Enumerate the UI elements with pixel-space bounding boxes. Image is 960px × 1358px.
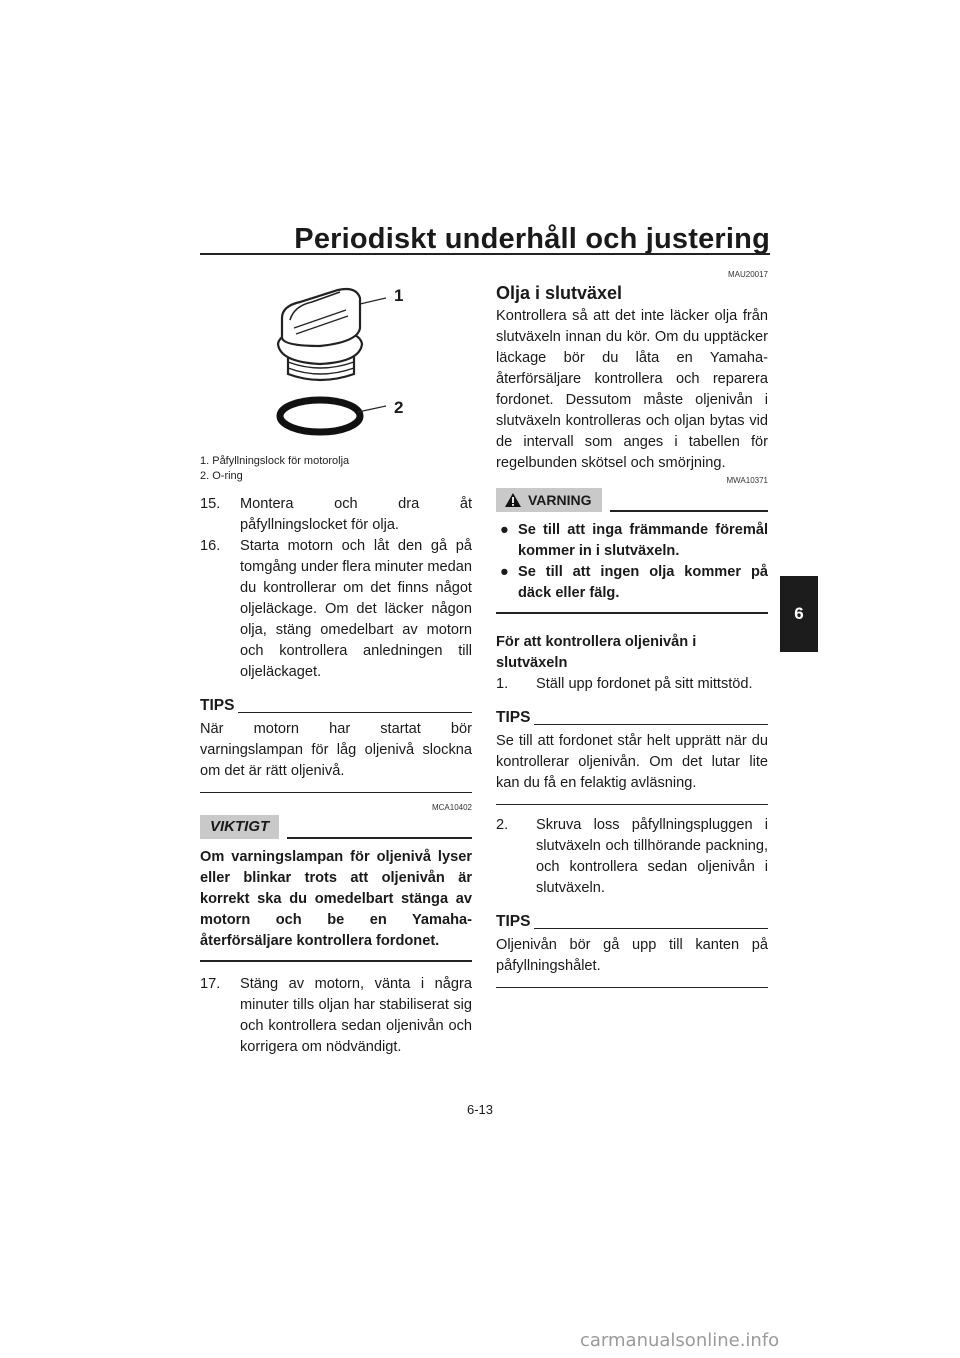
step-number: 1. [496, 676, 509, 692]
tips-heading-2 [496, 709, 768, 727]
warning-triangle-icon [504, 492, 522, 508]
tips-end-rule [496, 987, 768, 988]
warning-end-rule [496, 612, 768, 614]
step-text: Stäng av motorn, vänta i några minuter tills oljan har stabiliserat sig och kontrollera sedan oljenivån och korrigera om nödvändigt. [240, 976, 472, 1055]
notice-label: VIKTIGT [200, 815, 279, 839]
warning-label-box [496, 488, 602, 512]
warning-label: VARNING [528, 492, 592, 508]
warning-bullet [496, 520, 768, 562]
warning-bullet [496, 562, 768, 604]
tips-rule [238, 712, 472, 713]
tips-text-3: Oljenivån bör gå upp till kanten på påfyllningshålet. [496, 937, 768, 974]
warning-bullets [496, 520, 768, 604]
step-number: 2. [496, 817, 509, 833]
callout-1: 1 [394, 286, 404, 305]
page-title: Periodiskt underhåll och justering [294, 223, 770, 255]
tips-rule [534, 724, 768, 725]
section-title: Olja i slutväxel [496, 283, 623, 303]
bullet-dot-icon: ● [500, 564, 509, 580]
left-column [200, 454, 472, 1058]
notice-end-rule [200, 960, 472, 962]
callout-2: 2 [394, 398, 404, 417]
step-text: Montera och dra åt påfyllningslocket för olja. [240, 496, 472, 533]
title-rule [200, 253, 770, 255]
warning-heading [496, 488, 768, 512]
chapter-tab[interactable]: 6 [780, 576, 818, 652]
notice-rule [287, 837, 472, 839]
step-text: Starta motorn och låt den gå på tomgång under flera minuter medan du kontrollerar om det finns något oljeläckage. Om det läcker någon olja, stäng omedelbart av motorn och kontrollera anledningen till oljeläckaget. [240, 538, 473, 680]
notice-code: MCA10402 [431, 803, 472, 812]
section-code: MAU20017 [727, 270, 768, 279]
notice-heading [200, 815, 472, 839]
procedure-title: För att kontrollera oljenivån i slutväxeln [496, 634, 697, 671]
tips-text-1: När motorn har startat bör varningslampan för låg oljenivå slockna om det är rätt oljenivå. [200, 721, 472, 779]
step-16 [200, 536, 472, 683]
warning-code: MWA10371 [726, 476, 768, 485]
step-1 [496, 674, 768, 695]
step-text: Skruva loss påfyllningspluggen i slutväxeln och tillhörande packning, och kontrollera sedan oljenivån i slutväxeln. [536, 817, 768, 896]
tips-label: TIPS [200, 697, 235, 714]
notice-text: Om varningslampan för oljenivå lyser eller blinkar trots att oljenivån är korrekt ska du omedelbart stänga av motorn och be en Yamaha-återförsäljare kontrollera fordonet. [200, 849, 472, 949]
tips-text-2: Se till att fordonet står helt upprätt när du kontrollerar oljenivån. Om det lutar lite kan du få en felaktig avläsning. [496, 733, 768, 791]
warning-bullet-text: Se till att ingen olja kommer på däck eller fälg. [518, 564, 768, 601]
watermark-text: carmanualsonline.info [580, 1330, 780, 1351]
tips-heading-3 [496, 913, 768, 931]
step-number: 17. [200, 976, 221, 992]
tips-label: TIPS [496, 913, 531, 930]
figure-caption-2: 2. O-ring [200, 470, 243, 482]
figure-caption-1: 1. Påfyllningslock för motorolja [200, 455, 350, 467]
page-number: 6-13 [466, 1102, 494, 1117]
bullet-dot-icon: ● [500, 522, 509, 538]
figure-oil-filler-cap [260, 278, 430, 450]
step-text: Ställ upp fordonet på sitt mittstöd. [536, 676, 753, 692]
warning-bullet-text: Se till att inga främmande föremål kommer in i slutväxeln. [518, 522, 768, 559]
step-number: 16. [200, 538, 221, 554]
step-2 [496, 815, 768, 899]
step-15 [200, 494, 472, 536]
section-intro: Kontrollera så att det inte läcker olja från slutväxeln innan du kör. Om du upptäcker läckage bör du låta en Yamaha-återförsäljare kontrollera och reparera fordonet. Dessutom måste oljenivån i slutväxeln kontrolleras och oljan bytas vid de intervall som anges i tabellen för regelbunden skötsel och smörjning. [496, 308, 768, 471]
tips-heading-1 [200, 697, 472, 715]
tips-end-rule [200, 792, 472, 793]
tips-rule [534, 928, 768, 929]
tips-end-rule [496, 804, 768, 805]
steps-15-16 [200, 494, 472, 683]
steps-17 [200, 974, 472, 1058]
tips-label: TIPS [496, 709, 531, 726]
filler-cap-illustration [260, 278, 430, 450]
right-column [496, 270, 768, 988]
warning-rule [610, 510, 768, 512]
step-number: 15. [200, 496, 221, 512]
step-17 [200, 974, 472, 1058]
